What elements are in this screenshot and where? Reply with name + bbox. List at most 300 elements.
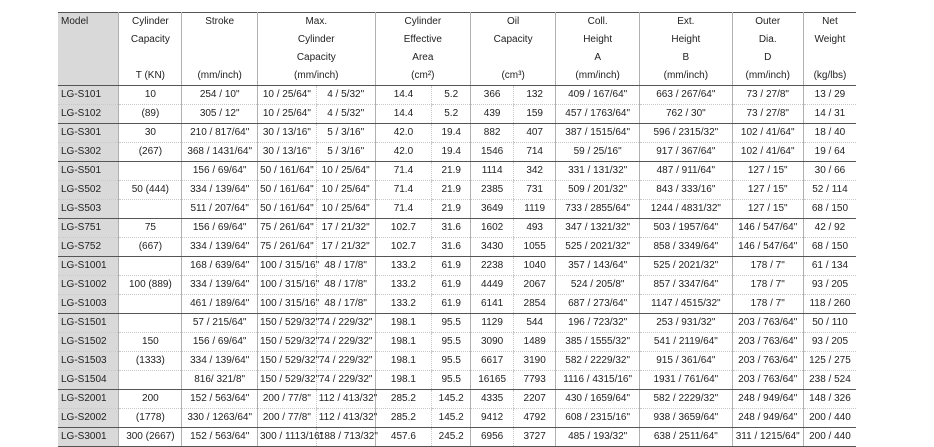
header-cell-oil <box>471 49 556 67</box>
header-cell-ext: B <box>640 49 732 67</box>
cell-oil1: 6141 <box>471 295 514 314</box>
table-row <box>58 219 856 238</box>
header-cell-maxcyl: Cylinder <box>257 31 375 49</box>
cell-weight: 18 / 40 <box>803 124 856 143</box>
cell-area2: 5.2 <box>432 105 471 124</box>
cell-max2: 112 / 413/32" <box>316 409 375 428</box>
cell-max1: 150 / 529/32" <box>257 352 316 371</box>
cell-stroke: 511 / 207/64" <box>182 200 258 219</box>
cell-area1: 102.7 <box>375 238 432 257</box>
cell-coll: 457 / 1763/64" <box>556 105 640 124</box>
cell-coll: 733 / 2855/64" <box>556 200 640 219</box>
cell-model: LG-S1501 <box>58 314 119 333</box>
cell-weight: 200 / 440 <box>803 428 856 447</box>
cell-ext: 843 / 333/16" <box>640 181 732 200</box>
cell-area1: 198.1 <box>375 333 432 352</box>
cell-cap: 200 <box>119 390 182 409</box>
header-cell-stroke: Stroke <box>182 13 258 32</box>
cell-area2: 21.9 <box>432 181 471 200</box>
cell-coll: 59 / 25/16" <box>556 143 640 162</box>
cell-ext: 253 / 931/32" <box>640 314 732 333</box>
header-cell-outer: (mm/inch) <box>732 67 803 86</box>
cell-max2: 74 / 229/32" <box>316 371 375 390</box>
header-cell-area: Cylinder <box>375 13 471 32</box>
cell-coll: 430 / 1659/64" <box>556 390 640 409</box>
cell-stroke: 368 / 1431/64" <box>182 143 258 162</box>
cell-oil1: 2238 <box>471 257 514 276</box>
cell-model: LG-S102 <box>58 105 119 124</box>
cell-ext: 1931 / 761/64" <box>640 371 732 390</box>
cell-model: LG-S101 <box>58 86 119 105</box>
cell-area2: 95.5 <box>432 352 471 371</box>
table-row <box>58 162 856 181</box>
cell-ext: 596 / 2315/32" <box>640 124 732 143</box>
cell-weight: 68 / 150 <box>803 200 856 219</box>
cell-outer: 311 / 1215/64" <box>732 428 803 447</box>
cell-stroke: 152 / 563/64" <box>182 390 258 409</box>
cell-area2: 145.2 <box>432 409 471 428</box>
cell-ext: 762 / 30" <box>640 105 732 124</box>
cell-coll: 409 / 167/64" <box>556 86 640 105</box>
cell-model: LG-S1003 <box>58 295 119 314</box>
cell-stroke: 152 / 563/64" <box>182 428 258 447</box>
header-cell-stroke <box>182 31 258 49</box>
cell-area2: 31.6 <box>432 219 471 238</box>
cell-cap <box>119 295 182 314</box>
cell-area1: 14.4 <box>375 86 432 105</box>
cell-stroke: 156 / 69/64" <box>182 162 258 181</box>
table-row <box>58 352 856 371</box>
cell-outer: 146 / 547/64" <box>732 219 803 238</box>
cell-stroke: 816/ 321/8" <box>182 371 258 390</box>
cell-stroke: 254 / 10" <box>182 86 258 105</box>
header-cell-oil: Oil <box>471 13 556 32</box>
cell-area2: 61.9 <box>432 276 471 295</box>
cell-cap <box>119 314 182 333</box>
cell-max2: 4 / 5/32" <box>316 86 375 105</box>
cell-oil1: 6956 <box>471 428 514 447</box>
cell-area2: 245.2 <box>432 428 471 447</box>
cell-weight: 93 / 205 <box>803 333 856 352</box>
cell-oil2: 1040 <box>514 257 556 276</box>
cell-oil1: 1602 <box>471 219 514 238</box>
cell-cap: 50 (444) <box>119 181 182 200</box>
cell-oil1: 439 <box>471 105 514 124</box>
cell-area1: 14.4 <box>375 105 432 124</box>
cell-oil1: 3649 <box>471 200 514 219</box>
header-cell-weight: (kg/lbs) <box>803 67 856 86</box>
cell-coll: 582 / 2229/32" <box>556 352 640 371</box>
cell-model: LG-S503 <box>58 200 119 219</box>
cell-coll: 385 / 1555/32" <box>556 333 640 352</box>
cell-ext: 857 / 3347/64" <box>640 276 732 295</box>
cell-coll: 331 / 131/32" <box>556 162 640 181</box>
cell-oil2: 159 <box>514 105 556 124</box>
cell-model: LG-S2001 <box>58 390 119 409</box>
header-cell-model <box>58 31 119 49</box>
cell-model: LG-S3001 <box>58 428 119 447</box>
header-cell-cylcap: T (KN) <box>119 67 182 86</box>
cell-max1: 50 / 161/64" <box>257 162 316 181</box>
cell-weight: 30 / 66 <box>803 162 856 181</box>
cell-oil2: 3727 <box>514 428 556 447</box>
cell-weight: 14 / 31 <box>803 105 856 124</box>
cell-ext: 525 / 2021/32" <box>640 257 732 276</box>
cell-oil2: 1119 <box>514 200 556 219</box>
cell-coll: 357 / 143/64" <box>556 257 640 276</box>
cell-cap: (89) <box>119 105 182 124</box>
cell-oil2: 132 <box>514 86 556 105</box>
cell-oil2: 1489 <box>514 333 556 352</box>
cell-weight: 13 / 29 <box>803 86 856 105</box>
cell-area1: 71.4 <box>375 200 432 219</box>
cell-coll: 608 / 2315/16" <box>556 409 640 428</box>
cell-outer: 146 / 547/64" <box>732 238 803 257</box>
cell-coll: 485 / 193/32" <box>556 428 640 447</box>
header-cell-stroke: (mm/inch) <box>182 67 258 86</box>
cell-model: LG-S1504 <box>58 371 119 390</box>
header-cell-model: Model <box>58 13 119 32</box>
cell-max2: 48 / 17/8" <box>316 257 375 276</box>
cell-area1: 198.1 <box>375 371 432 390</box>
header-cell-weight <box>803 49 856 67</box>
cell-outer: 73 / 27/8" <box>732 105 803 124</box>
header-cell-maxcyl: Capacity <box>257 49 375 67</box>
cell-outer: 248 / 949/64" <box>732 390 803 409</box>
cell-max2: 48 / 17/8" <box>316 295 375 314</box>
cell-oil2: 2854 <box>514 295 556 314</box>
cell-oil1: 1114 <box>471 162 514 181</box>
table-row <box>58 295 856 314</box>
header-row <box>58 31 856 49</box>
spec-table <box>58 12 856 447</box>
cell-model: LG-S301 <box>58 124 119 143</box>
cell-ext: 487 / 911/64" <box>640 162 732 181</box>
cell-oil1: 3430 <box>471 238 514 257</box>
cell-max2: 4 / 5/32" <box>316 105 375 124</box>
table-row <box>58 143 856 162</box>
cell-max2: 188 / 713/32" <box>316 428 375 447</box>
cell-oil2: 714 <box>514 143 556 162</box>
header-row <box>58 13 856 32</box>
cell-model: LG-S751 <box>58 219 119 238</box>
cell-ext: 503 / 1957/64" <box>640 219 732 238</box>
header-cell-maxcyl: (mm/inch) <box>257 67 375 86</box>
cell-max2: 10 / 25/64" <box>316 200 375 219</box>
cell-weight: 148 / 326 <box>803 390 856 409</box>
cell-ext: 917 / 367/64" <box>640 143 732 162</box>
cell-model: LG-S1502 <box>58 333 119 352</box>
cell-outer: 178 / 7" <box>732 295 803 314</box>
cell-area1: 198.1 <box>375 352 432 371</box>
cell-ext: 1244 / 4831/32" <box>640 200 732 219</box>
cell-area2: 19.4 <box>432 124 471 143</box>
cell-max1: 50 / 161/64" <box>257 200 316 219</box>
cell-coll: 196 / 723/32" <box>556 314 640 333</box>
cell-model: LG-S302 <box>58 143 119 162</box>
cell-stroke: 156 / 69/64" <box>182 333 258 352</box>
cell-ext: 541 / 2119/64" <box>640 333 732 352</box>
cell-model: LG-S502 <box>58 181 119 200</box>
cell-area1: 198.1 <box>375 314 432 333</box>
cell-area2: 21.9 <box>432 200 471 219</box>
cell-area2: 95.5 <box>432 371 471 390</box>
cell-ext: 1147 / 4515/32" <box>640 295 732 314</box>
cell-weight: 61 / 134 <box>803 257 856 276</box>
cell-oil1: 366 <box>471 86 514 105</box>
cell-oil2: 731 <box>514 181 556 200</box>
cell-area2: 61.9 <box>432 295 471 314</box>
cell-area1: 42.0 <box>375 124 432 143</box>
cell-max1: 200 / 77/8" <box>257 390 316 409</box>
header-cell-weight: Weight <box>803 31 856 49</box>
table-row <box>58 181 856 200</box>
cell-ext: 915 / 361/64" <box>640 352 732 371</box>
cell-cap <box>119 162 182 181</box>
cell-area2: 145.2 <box>432 390 471 409</box>
cell-outer: 127 / 15" <box>732 181 803 200</box>
cell-area1: 102.7 <box>375 219 432 238</box>
cell-max2: 17 / 21/32" <box>316 219 375 238</box>
cell-max2: 74 / 229/32" <box>316 314 375 333</box>
cell-area1: 285.2 <box>375 409 432 428</box>
cell-cap: (1333) <box>119 352 182 371</box>
cell-max1: 300 / 1113/16" <box>257 428 316 447</box>
cell-max2: 48 / 17/8" <box>316 276 375 295</box>
cell-oil2: 3190 <box>514 352 556 371</box>
cell-outer: 102 / 41/64" <box>732 143 803 162</box>
cell-stroke: 168 / 639/64" <box>182 257 258 276</box>
cell-coll: 509 / 201/32" <box>556 181 640 200</box>
cell-stroke: 461 / 189/64" <box>182 295 258 314</box>
cell-weight: 125 / 275 <box>803 352 856 371</box>
header-row <box>58 49 856 67</box>
cell-outer: 203 / 763/64" <box>732 333 803 352</box>
cell-outer: 203 / 763/64" <box>732 352 803 371</box>
cell-area1: 42.0 <box>375 143 432 162</box>
cell-max1: 150 / 529/32" <box>257 371 316 390</box>
cell-outer: 203 / 763/64" <box>732 314 803 333</box>
cell-cap: (667) <box>119 238 182 257</box>
cell-max1: 150 / 529/32" <box>257 333 316 352</box>
cell-stroke: 57 / 215/64" <box>182 314 258 333</box>
cell-max1: 75 / 261/64" <box>257 238 316 257</box>
cell-max2: 10 / 25/64" <box>316 181 375 200</box>
cell-oil1: 9412 <box>471 409 514 428</box>
table-row <box>58 86 856 105</box>
cell-outer: 102 / 41/64" <box>732 124 803 143</box>
table-row <box>58 238 856 257</box>
cell-oil2: 1055 <box>514 238 556 257</box>
header-cell-model <box>58 49 119 67</box>
cell-oil1: 4335 <box>471 390 514 409</box>
cell-ext: 858 / 3349/64" <box>640 238 732 257</box>
cell-max2: 17 / 21/32" <box>316 238 375 257</box>
cell-outer: 248 / 949/64" <box>732 409 803 428</box>
cell-area1: 457.6 <box>375 428 432 447</box>
cell-oil2: 7793 <box>514 371 556 390</box>
cell-coll: 524 / 205/8" <box>556 276 640 295</box>
cell-weight: 52 / 114 <box>803 181 856 200</box>
cell-max2: 10 / 25/64" <box>316 162 375 181</box>
header-cell-ext: (mm/inch) <box>640 67 732 86</box>
cell-stroke: 334 / 139/64" <box>182 276 258 295</box>
cell-area2: 21.9 <box>432 162 471 181</box>
cell-area2: 95.5 <box>432 314 471 333</box>
header-cell-oil: (cm³) <box>471 67 556 86</box>
cell-cap: 75 <box>119 219 182 238</box>
cell-ext: 938 / 3659/64" <box>640 409 732 428</box>
cell-coll: 687 / 273/64" <box>556 295 640 314</box>
cell-model: LG-S752 <box>58 238 119 257</box>
cell-max2: 5 / 3/16" <box>316 124 375 143</box>
cell-stroke: 330 / 1263/64" <box>182 409 258 428</box>
table-row <box>58 428 856 447</box>
cell-coll: 387 / 1515/64" <box>556 124 640 143</box>
cell-cap: (267) <box>119 143 182 162</box>
cell-max1: 10 / 25/64" <box>257 105 316 124</box>
cell-model: LG-S2002 <box>58 409 119 428</box>
cell-cap <box>119 257 182 276</box>
cell-cap <box>119 200 182 219</box>
header-cell-coll: A <box>556 49 640 67</box>
cell-weight: 200 / 440 <box>803 409 856 428</box>
cell-coll: 347 / 1321/32" <box>556 219 640 238</box>
header-cell-ext: Ext. <box>640 13 732 32</box>
cell-oil1: 882 <box>471 124 514 143</box>
cell-oil2: 2207 <box>514 390 556 409</box>
cell-weight: 238 / 524 <box>803 371 856 390</box>
table-row <box>58 257 856 276</box>
cell-max1: 30 / 13/16" <box>257 143 316 162</box>
cell-max1: 100 / 315/16" <box>257 276 316 295</box>
header-cell-ext: Height <box>640 31 732 49</box>
table-row <box>58 200 856 219</box>
header-cell-area: (cm²) <box>375 67 471 86</box>
cell-model: LG-S1002 <box>58 276 119 295</box>
cell-oil1: 4449 <box>471 276 514 295</box>
cell-ext: 663 / 267/64" <box>640 86 732 105</box>
cell-model: LG-S1503 <box>58 352 119 371</box>
header-cell-stroke <box>182 49 258 67</box>
cell-max1: 50 / 161/64" <box>257 181 316 200</box>
cell-oil2: 4792 <box>514 409 556 428</box>
cell-area2: 61.9 <box>432 257 471 276</box>
cell-cap: 100 (889) <box>119 276 182 295</box>
cell-weight: 68 / 150 <box>803 238 856 257</box>
cell-weight: 50 / 110 <box>803 314 856 333</box>
cell-stroke: 334 / 139/64" <box>182 352 258 371</box>
cell-oil1: 3090 <box>471 333 514 352</box>
cell-oil1: 1129 <box>471 314 514 333</box>
cell-max2: 112 / 413/32" <box>316 390 375 409</box>
header-cell-coll: Coll. <box>556 13 640 32</box>
cell-max2: 74 / 229/32" <box>316 333 375 352</box>
table-row <box>58 124 856 143</box>
cell-oil2: 2067 <box>514 276 556 295</box>
header-cell-outer: Outer <box>732 13 803 32</box>
cell-coll: 525 / 2021/32" <box>556 238 640 257</box>
cell-model: LG-S1001 <box>58 257 119 276</box>
cell-area2: 95.5 <box>432 333 471 352</box>
cell-max1: 30 / 13/16" <box>257 124 316 143</box>
cell-outer: 178 / 7" <box>732 257 803 276</box>
header-cell-coll: (mm/inch) <box>556 67 640 86</box>
header-cell-maxcyl: Max. <box>257 13 375 32</box>
cell-area1: 133.2 <box>375 276 432 295</box>
cell-outer: 73 / 27/8" <box>732 86 803 105</box>
header-cell-cylcap: Capacity <box>119 31 182 49</box>
header-cell-oil: Capacity <box>471 31 556 49</box>
cell-oil1: 2385 <box>471 181 514 200</box>
header-cell-weight: Net <box>803 13 856 32</box>
cell-max1: 100 / 315/16" <box>257 257 316 276</box>
header-cell-area: Area <box>375 49 471 67</box>
header-cell-coll: Height <box>556 31 640 49</box>
header-cell-cylcap <box>119 49 182 67</box>
header-cell-outer: D <box>732 49 803 67</box>
cell-max2: 74 / 229/32" <box>316 352 375 371</box>
cell-outer: 203 / 763/64" <box>732 371 803 390</box>
table-row <box>58 371 856 390</box>
header-cell-outer: Dia. <box>732 31 803 49</box>
cell-max1: 100 / 315/16" <box>257 295 316 314</box>
cell-weight: 118 / 260 <box>803 295 856 314</box>
cell-oil2: 544 <box>514 314 556 333</box>
cell-stroke: 210 / 817/64" <box>182 124 258 143</box>
cell-max2: 5 / 3/16" <box>316 143 375 162</box>
cell-area1: 71.4 <box>375 181 432 200</box>
cell-weight: 93 / 205 <box>803 276 856 295</box>
cell-stroke: 156 / 69/64" <box>182 219 258 238</box>
table-row <box>58 333 856 352</box>
cell-max1: 75 / 261/64" <box>257 219 316 238</box>
cell-stroke: 305 / 12" <box>182 105 258 124</box>
cell-weight: 19 / 64 <box>803 143 856 162</box>
header-cell-area: Effective <box>375 31 471 49</box>
cell-ext: 582 / 2229/32" <box>640 390 732 409</box>
cell-max1: 10 / 25/64" <box>257 86 316 105</box>
table-row <box>58 276 856 295</box>
cell-cap <box>119 371 182 390</box>
cell-outer: 178 / 7" <box>732 276 803 295</box>
cell-oil1: 1546 <box>471 143 514 162</box>
cell-outer: 127 / 15" <box>732 200 803 219</box>
cell-coll: 1116 / 4315/16" <box>556 371 640 390</box>
cell-area1: 133.2 <box>375 295 432 314</box>
cell-oil2: 493 <box>514 219 556 238</box>
header-cell-model <box>58 67 119 86</box>
cell-cap: 10 <box>119 86 182 105</box>
cell-ext: 638 / 2511/64" <box>640 428 732 447</box>
table-row <box>58 105 856 124</box>
table-row <box>58 390 856 409</box>
cell-stroke: 334 / 139/64" <box>182 181 258 200</box>
cell-max1: 150 / 529/32" <box>257 314 316 333</box>
cell-model: LG-S501 <box>58 162 119 181</box>
table-row <box>58 409 856 428</box>
cell-area1: 71.4 <box>375 162 432 181</box>
cell-area2: 5.2 <box>432 86 471 105</box>
header-cell-cylcap: Cylinder <box>119 13 182 32</box>
table-row <box>58 314 856 333</box>
cell-max1: 200 / 77/8" <box>257 409 316 428</box>
header-row <box>58 67 856 86</box>
cell-cap: 150 <box>119 333 182 352</box>
cell-oil2: 407 <box>514 124 556 143</box>
cell-stroke: 334 / 139/64" <box>182 238 258 257</box>
cell-area1: 133.2 <box>375 257 432 276</box>
